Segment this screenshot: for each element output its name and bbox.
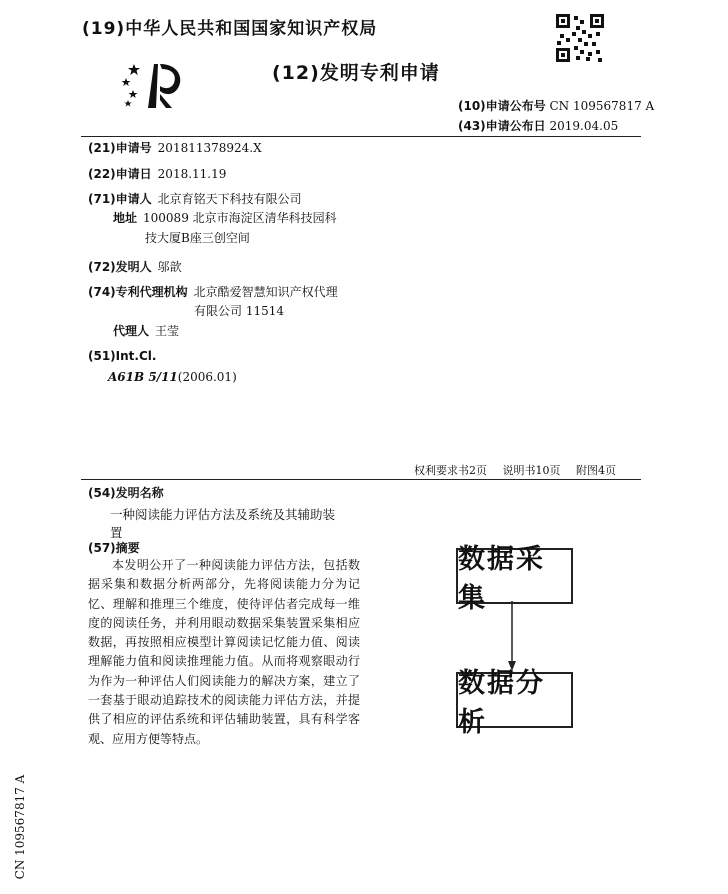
publication-number-value: CN 109567817 A bbox=[549, 99, 655, 113]
invention-title-label: (54)发明名称 bbox=[88, 486, 164, 500]
application-date bbox=[88, 165, 226, 183]
cnipa-emblem-icon bbox=[120, 58, 186, 110]
figure-box-data-collection bbox=[456, 544, 573, 614]
figure-box-data-analysis-label: 数据分析 bbox=[458, 668, 545, 738]
applicant bbox=[88, 190, 302, 208]
publication-date bbox=[458, 117, 618, 134]
figure-box-data-analysis bbox=[456, 668, 573, 738]
application-number-value: 201811378924.X bbox=[157, 141, 262, 155]
abstract-text: 本发明公开了一种阅读能力评估方法，包括数据采集和数据分析两部分，先将阅读能力分为记忆、理解和推理三个维度，使待评估者完成每一维度的阅读任务，并利用眼动数据采集装置采集相应数据，再按照相应模型计算阅读记忆能力值、阅读理解能力值和阅读推理能力值。从而将观察眼动行为作为一种评估人们阅读能力的解决方案，建立了一套基于眼动追踪技术的阅读能力评估方法，并提供了相应的评估系统和评估辅助装置，具有科学客观、应用方便等特点。 bbox=[88, 558, 360, 746]
application-date-label: (22)申请日 bbox=[88, 167, 152, 181]
invention-title-line-2: 置 bbox=[110, 525, 123, 540]
agent bbox=[113, 322, 179, 340]
inventor bbox=[88, 258, 182, 276]
patent-agency bbox=[88, 283, 338, 301]
page-counts bbox=[414, 462, 616, 478]
int-cl-label bbox=[88, 347, 156, 365]
document-type: (12)发明专利申请 bbox=[272, 62, 440, 84]
address-label: 地址 bbox=[113, 211, 138, 225]
int-cl-label-text: (51)Int.Cl. bbox=[88, 349, 157, 363]
int-cl-entry bbox=[108, 368, 237, 386]
patent-agency-label: (74)专利代理机构 bbox=[88, 285, 188, 299]
agent-label: 代理人 bbox=[113, 324, 150, 338]
applicant-value: 北京育铭天下科技有限公司 bbox=[157, 192, 302, 206]
agent-value: 王莹 bbox=[155, 324, 180, 338]
top-divider bbox=[81, 136, 641, 137]
abstract-label: (57)摘要 bbox=[88, 541, 140, 555]
application-date-value: 2018.11.19 bbox=[157, 167, 227, 181]
publication-number-label: (10)申请公布号 bbox=[458, 99, 546, 113]
inventor-label: (72)发明人 bbox=[88, 260, 152, 274]
patent-agency-line-2: 有限公司 11514 bbox=[194, 304, 284, 318]
invention-title-line-1: 一种阅读能力评估方法及系统及其辅助装 bbox=[110, 507, 336, 522]
publication-date-label: (43)申请公布日 bbox=[458, 119, 546, 133]
address-line-1: 100089 北京市海淀区清华科技园科 bbox=[143, 211, 337, 225]
claims-pages: 权利要求书2页 bbox=[414, 464, 487, 477]
office-name: (19)中华人民共和国国家知识产权局 bbox=[82, 19, 378, 39]
application-number-label: (21)申请号 bbox=[88, 141, 152, 155]
patent-agency-line-1: 北京酷爱智慧知识产权代理 bbox=[193, 285, 338, 299]
description-pages: 说明书10页 bbox=[502, 464, 561, 477]
address bbox=[113, 209, 337, 227]
qr-code-icon bbox=[556, 14, 604, 62]
middle-divider bbox=[81, 479, 641, 480]
figure-box-data-collection-label: 数据采集 bbox=[458, 544, 545, 614]
publication-date-value: 2019.04.05 bbox=[549, 119, 619, 133]
publication-number bbox=[458, 97, 654, 114]
inventor-value: 邬歆 bbox=[157, 260, 182, 274]
applicant-label: (71)申请人 bbox=[88, 192, 152, 206]
int-cl-version: (2006.01) bbox=[177, 370, 237, 384]
int-cl-code: A61B 5/11 bbox=[108, 370, 178, 384]
application-number bbox=[88, 139, 262, 157]
side-publication-number: CN 109567817 A bbox=[13, 774, 27, 880]
address-line-2: 技大厦B座三创空间 bbox=[145, 231, 250, 245]
drawings-pages: 附图4页 bbox=[576, 464, 616, 477]
